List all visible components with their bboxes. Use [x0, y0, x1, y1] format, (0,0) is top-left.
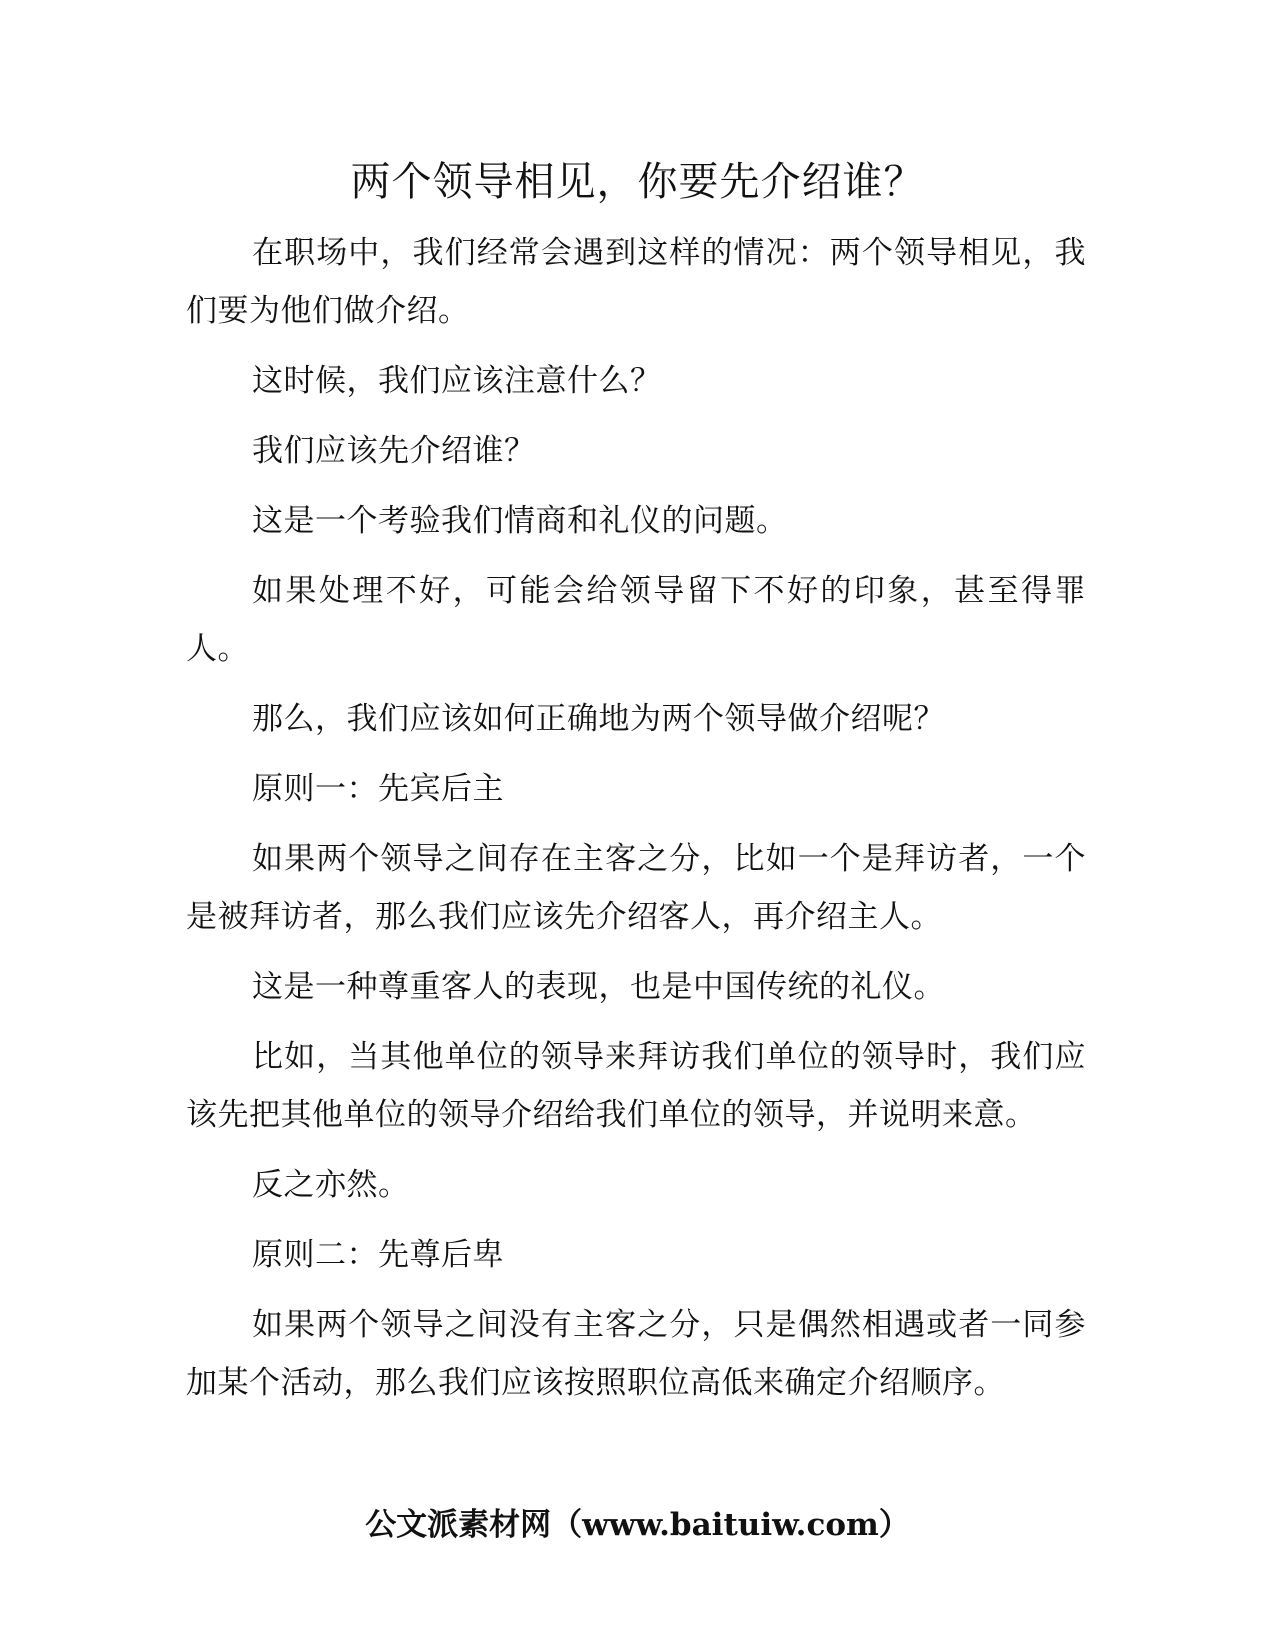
section-heading: 原则二：先尊后卑 [252, 1237, 504, 1273]
paragraph: 如果两个领导之间没有主客之分，只是偶然相遇或者一同参加某个活动，那么我们应该按照职位高低来确定介绍顺序。 [186, 1307, 1086, 1401]
paragraph: 反之亦然。 [252, 1167, 410, 1203]
paragraph: 这时候，我们应该注意什么？ [252, 363, 662, 399]
section-heading: 原则一：先宾后主 [252, 771, 504, 807]
paragraph: 那么，我们应该如何正确地为两个领导做介绍呢？ [252, 701, 945, 737]
paragraph: 比如，当其他单位的领导来拜访我们单位的领导时，我们应该先把其他单位的领导介绍给我们单位的领导，并说明来意。 [186, 1039, 1086, 1133]
paragraph: 如果处理不好，可能会给领导留下不好的印象，甚至得罪人。 [186, 573, 1086, 667]
paragraph: 这是一种尊重客人的表现，也是中国传统的礼仪。 [252, 969, 945, 1005]
document-body [186, 224, 1086, 1424]
paragraph: 我们应该先介绍谁？ [252, 433, 536, 469]
paragraph: 如果两个领导之间存在主客之分，比如一个是拜访者，一个是被拜访者，那么我们应该先介绍客人，再介绍主人。 [186, 841, 1086, 935]
footer-watermark: 公文派素材网（www.baituiw.com） [365, 1507, 910, 1543]
page-title: 两个领导相见，你要先介绍谁？ [350, 159, 925, 205]
paragraph: 这是一个考验我们情商和礼仪的问题。 [252, 503, 788, 539]
paragraph: 在职场中，我们经常会遇到这样的情况：两个领导相见，我们要为他们做介绍。 [186, 235, 1086, 329]
